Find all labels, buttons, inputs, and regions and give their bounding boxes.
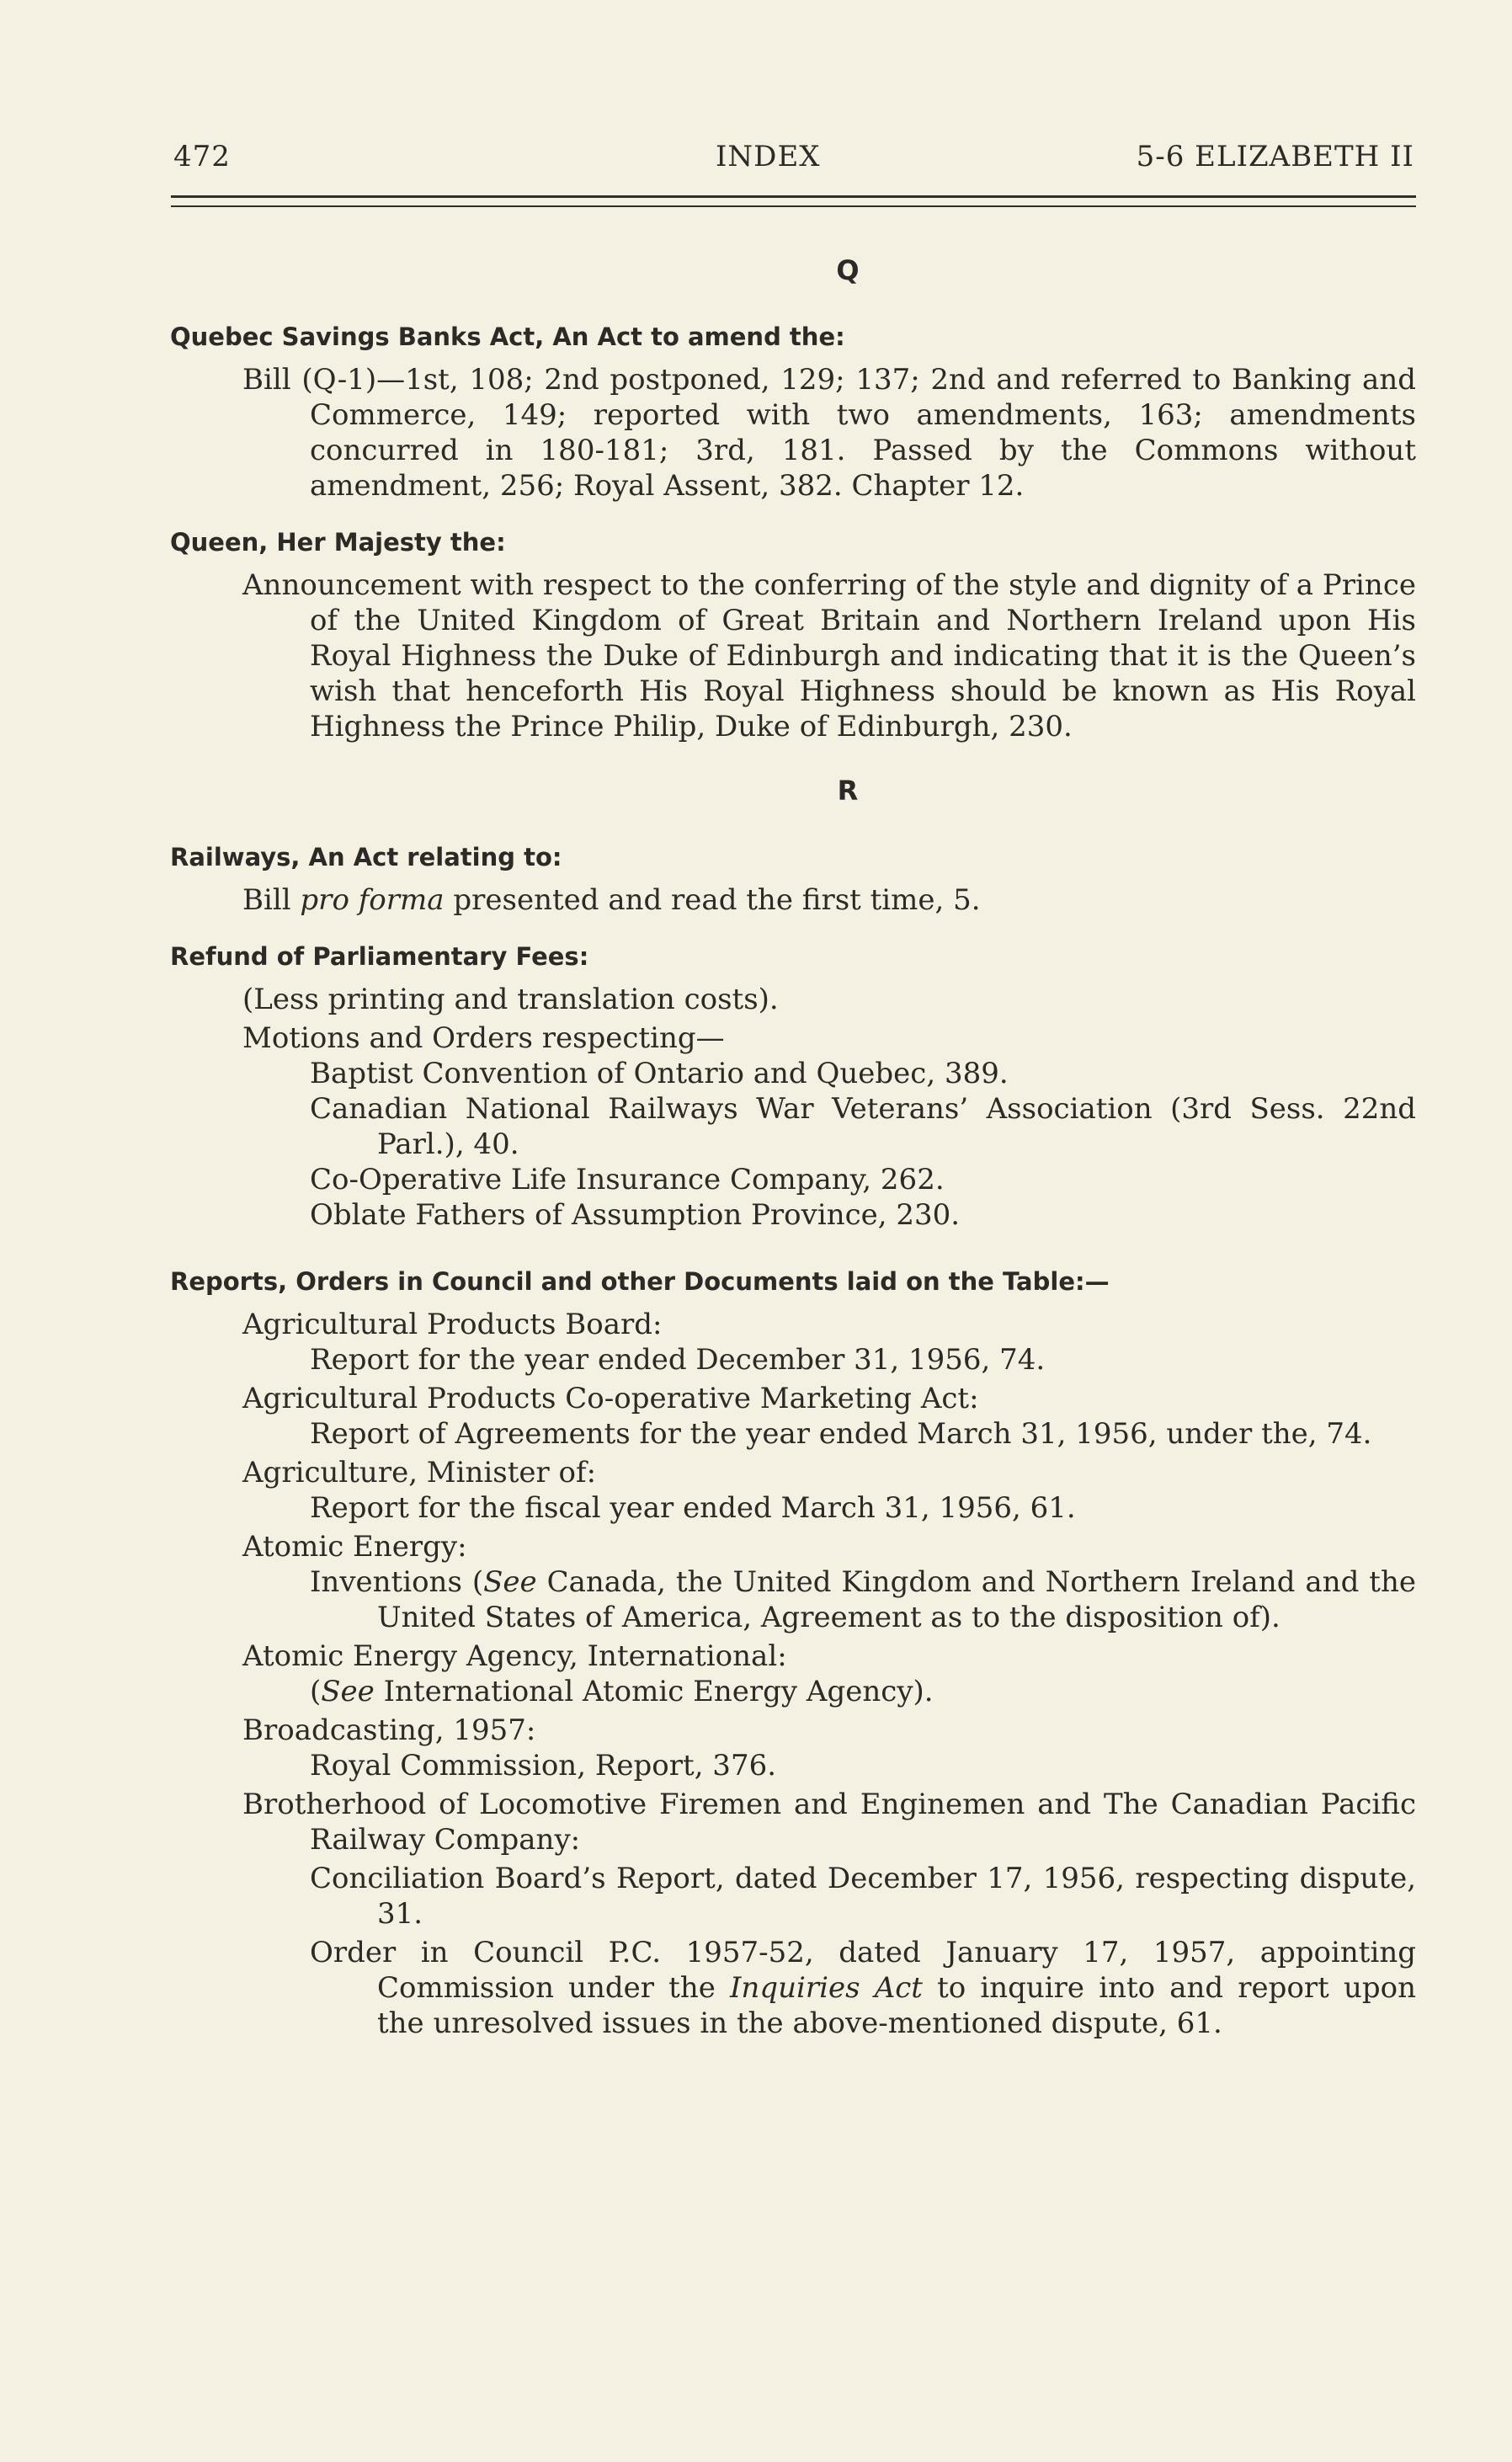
entry-heading: Refund of Parliamentary Fees:: [170, 942, 589, 971]
entry-heading: Railways, An Act relating to:: [170, 843, 562, 871]
subentry: Agricultural Products Board:: [242, 1308, 663, 1341]
entry-refund-fees: [170, 940, 1416, 1233]
page-number: 472: [173, 140, 231, 173]
running-title: INDEX: [716, 140, 821, 173]
subentry: Agricultural Products Co-operative Marketing Act:: [242, 1382, 979, 1415]
text-part: (: [310, 1675, 322, 1708]
entry-text: Bill (Q-1)—1st, 108; 2nd postponed, 129; 137; 2nd and referred to Banking and Commerce, 149; reported with two amendments, 163; amendments concurred in 180-181; 3rd, 181. Passed by the Commons without amendment, 256; Royal Assent, 382. Chapter 12.: [242, 363, 1416, 503]
list-item: Co-Operative Life Insurance Company, 262.: [310, 1163, 945, 1196]
text-part: Order in Council P.C. 1957-52, dated January 17, 1957, appointing Commission under the: [310, 1936, 1416, 2005]
section-letter-q: Q: [836, 254, 860, 286]
text-part: Inventions (: [310, 1565, 484, 1599]
entry-text: [170, 882, 1416, 918]
list-item: Report for the year ended December 31, 1956, 74.: [310, 1343, 1046, 1377]
header-rule-bottom: [171, 205, 1416, 207]
entry-reports: [170, 1265, 1416, 2041]
subentry: Agriculture, Minister of:: [242, 1456, 597, 1489]
header-rule-top: [171, 195, 1416, 198]
entry-quebec-savings-banks: [170, 320, 1416, 504]
italic-text: See: [483, 1565, 537, 1599]
list-item: [170, 1564, 1416, 1635]
entry-queen: [170, 525, 1416, 744]
subentry: Broadcasting, 1957:: [242, 1713, 536, 1747]
italic-text: Inquiries Act: [730, 1971, 923, 2005]
list-item: [170, 1674, 1416, 1709]
text-part: to inquire into and report upon the unresolved issues in the above-mentioned dispute, 61.: [377, 1971, 1416, 2040]
list-item: [170, 1935, 1416, 2041]
list-item: Royal Commission, Report, 376.: [310, 1749, 777, 1783]
entry-heading: Queen, Her Majesty the:: [170, 528, 506, 557]
entry-heading: Quebec Savings Banks Act, An Act to amend the:: [170, 322, 845, 351]
list-item: Oblate Fathers of Assumption Province, 230.: [310, 1198, 961, 1232]
index-body: [170, 249, 1416, 2063]
entry-subheading: Motions and Orders respecting—: [242, 1021, 725, 1055]
subentry: Atomic Energy:: [242, 1530, 467, 1564]
italic-text: See: [321, 1675, 375, 1708]
list-item: Conciliation Board’s Report, dated December 17, 1956, respecting dispute, 31.: [310, 1862, 1416, 1931]
entry-text: Announcement with respect to the conferring of the style and dignity of a Prince of the United Kingdom of Great Britain and Northern Ireland upon His Royal Highness the Duke of Edinburgh and indicating that it is the Queen’s wish that henceforth His Royal Highness should be known as His Royal Highness the Prince Philip, Duke of Edinburgh, 230.: [242, 568, 1416, 743]
subentry: Brotherhood of Locomotive Firemen and Enginemen and The Canadian Pacific Railway Company:: [242, 1788, 1416, 1857]
entry-railways: [170, 840, 1416, 918]
text-part: Canada, the United Kingdom and Northern Ireland and the United States of America, Agreement as to the disposition of).: [377, 1565, 1416, 1634]
entry-note: (Less printing and translation costs).: [242, 983, 779, 1016]
section-letter-r: R: [837, 775, 859, 807]
list-item: Baptist Convention of Ontario and Quebec, 389.: [310, 1057, 1009, 1090]
text-part: presented and read the first time, 5.: [444, 883, 981, 917]
entry-heading: Reports, Orders in Council and other Documents laid on the Table:—: [170, 1267, 1110, 1296]
italic-text: pro forma: [300, 883, 445, 917]
text-part: Bill: [242, 883, 301, 917]
list-item: Report for the fiscal year ended March 31, 1956, 61.: [310, 1491, 1076, 1525]
running-head-right: 5-6 ELIZABETH II: [1136, 140, 1414, 173]
list-item: Canadian National Railways War Veterans’ Association (3rd Sess. 22nd Parl.), 40.: [310, 1092, 1416, 1161]
subentry: Atomic Energy Agency, International:: [242, 1639, 787, 1673]
list-item: Report of Agreements for the year ended March 31, 1956, under the, 74.: [310, 1417, 1372, 1451]
text-part: International Atomic Energy Agency).: [374, 1675, 934, 1708]
